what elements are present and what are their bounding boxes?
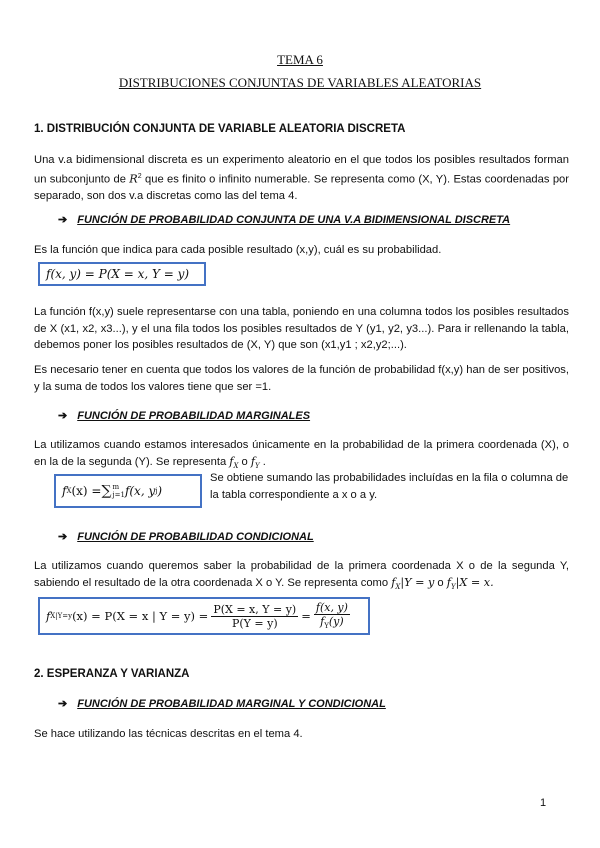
- intro-text-b: que es finito o infinito numerable. Se representa como (X, Y). Estas coordenadas por separado, son dos v.a discretas como las del tema 4.: [34, 173, 569, 202]
- joint-formula: f(x, y) = P(X = x, Y = y): [46, 267, 190, 281]
- marginal-fy-sub: Y: [255, 461, 260, 470]
- subsection-expectation-title: [58, 697, 386, 710]
- conditional-fraction-2: [314, 601, 350, 630]
- summation-upper: m: [112, 483, 120, 491]
- subsection-conditional-label: FUNCIÓN DE PROBABILIDAD CONDICIONAL: [77, 531, 314, 543]
- section-2-heading: 2. ESPERANZA Y VARIANZA: [34, 668, 190, 680]
- summation-limits: [112, 483, 125, 499]
- conditional-text-a: La utilizamos cuando queremos saber la probabilidad de la primera coordenada X o de la segunda Y, sabiendo el resultado de la otra coordenada X o Y. Se representa como: [34, 560, 569, 589]
- conditional-formula-part1: (x) = P(X = x | Y = y) =: [72, 609, 209, 623]
- marginal-formula-box: [54, 474, 202, 508]
- summation-sign: ∑: [101, 483, 112, 499]
- arrow-right-icon: ➔: [58, 698, 68, 710]
- expectation-text: Se hace utilizando las técnicas descritas en el tema 4.: [34, 728, 303, 740]
- fraction-2-den-rest: (y): [328, 615, 344, 629]
- marginal-formula-lhs: f: [62, 484, 67, 498]
- conditional-text: [34, 558, 569, 595]
- conditional-equals: =: [301, 609, 311, 623]
- summation-lower: j=1: [112, 491, 125, 499]
- conditional-rep-or: o: [434, 576, 447, 589]
- marginal-or: o: [238, 455, 251, 468]
- conditional-rep1-sub: X: [395, 582, 401, 591]
- arrow-right-icon: ➔: [58, 531, 68, 543]
- arrow-right-icon: ➔: [58, 214, 68, 226]
- fraction-2-numerator: f(x, y): [315, 601, 348, 615]
- conditional-fraction-1: [211, 603, 298, 630]
- conditional-rep1: f: [391, 575, 396, 589]
- subsection-joint-title: [58, 213, 510, 226]
- conditional-formula-lhs-sub: X|Y=y: [50, 612, 73, 620]
- marginal-formula-rhs-sub: j: [155, 487, 158, 495]
- intro-r: R: [129, 172, 138, 186]
- intro-exp: 2: [137, 172, 142, 180]
- arrow-right-icon: ➔: [58, 410, 68, 422]
- marginal-side-text: Se obtiene sumando las probabilidades incluídas en la fila o columna de la tabla correspondiente a x o a y.: [210, 472, 569, 501]
- conditional-rep2: f: [446, 575, 451, 589]
- joint-formula-box: [38, 262, 206, 286]
- joint-table-paragraph: La función f(x,y) suele representarse con una tabla, poniendo en una columna todos los posibles resultados de X (x1, x2, x3...), y el una fila todos los posibles resultados de Y (y1, y2, y3...). Para ir rellenando la tabla, debemos poner los posibles resultados de (X, Y) que son (x1,y1 ; x2,y2;...).: [34, 306, 569, 351]
- marginal-fy: f: [250, 454, 256, 468]
- joint-definition-text: Es la función que indica para cada posible resultado (x,y), cuál es su probabilidad.: [34, 244, 442, 256]
- summation: [101, 483, 125, 499]
- marginal-formula-mid: (x) =: [71, 484, 102, 498]
- conditional-formula-box: [38, 597, 370, 635]
- marginal-formula-lhs-sub: X: [66, 487, 72, 495]
- subsection-marginal-title: [58, 409, 310, 422]
- section-1-intro: [34, 152, 569, 204]
- conditional-rep1-rest: |Y = y: [400, 575, 435, 589]
- page-number: 1: [540, 797, 547, 809]
- marginal-formula-close: ): [157, 484, 163, 498]
- subsection-expectation-label: FUNCIÓN DE PROBABILIDAD MARGINAL Y CONDICIONAL: [77, 698, 386, 710]
- conditional-rep2-rest: |X = x.: [455, 575, 494, 589]
- document-title: DISTRIBUCIONES CONJUNTAS DE VARIABLES ALEATORIAS: [118, 75, 482, 90]
- marginal-fx: f: [229, 454, 234, 468]
- conditional-formula-lhs: f: [46, 609, 51, 623]
- fraction-2-den-f: f: [320, 615, 325, 629]
- fraction-1-denominator: P(Y = y): [231, 616, 278, 630]
- subsection-joint-label: FUNCIÓN DE PROBABILIDAD CONJUNTA DE UNA V.A BIDIMENSIONAL DISCRETA: [77, 214, 511, 226]
- joint-positivity-paragraph: Es necesario tener en cuenta que todos los valores de la función de probabilidad f(x,y) han de ser positivos, y la suma de todos los valores tiene que ser =1.: [34, 364, 569, 393]
- marginal-text: [34, 437, 569, 474]
- conditional-rep2-sub: Y: [450, 582, 456, 591]
- fraction-1-numerator: P(X = x, Y = y): [213, 602, 297, 616]
- fraction-2-den-sub: Y: [324, 622, 329, 631]
- tema-number: TEMA 6: [277, 52, 323, 67]
- marginal-text-end: .: [259, 455, 266, 468]
- fraction-2-denominator: [318, 615, 346, 630]
- intro-text-a: Una v.a bidimensional discreta es un experimento aleatorio en el que todos los posibles resultados forman un subconjunto de: [34, 154, 569, 186]
- marginal-formula-rhs: f(x, y: [124, 484, 156, 498]
- marginal-text-a: La utilizamos cuando estamos interesados únicamente en la probabilidad de la primera coordenada (X), o en la de la segunda (Y). Se representa: [34, 439, 569, 468]
- marginal-fx-sub: X: [233, 461, 239, 470]
- section-1-heading: 1. DISTRIBUCIÓN CONJUNTA DE VARIABLE ALEATORIA DISCRETA: [34, 123, 406, 135]
- subsection-conditional-title: [58, 530, 314, 543]
- subsection-marginal-label: FUNCIÓN DE PROBABILIDAD MARGINALES: [77, 410, 311, 422]
